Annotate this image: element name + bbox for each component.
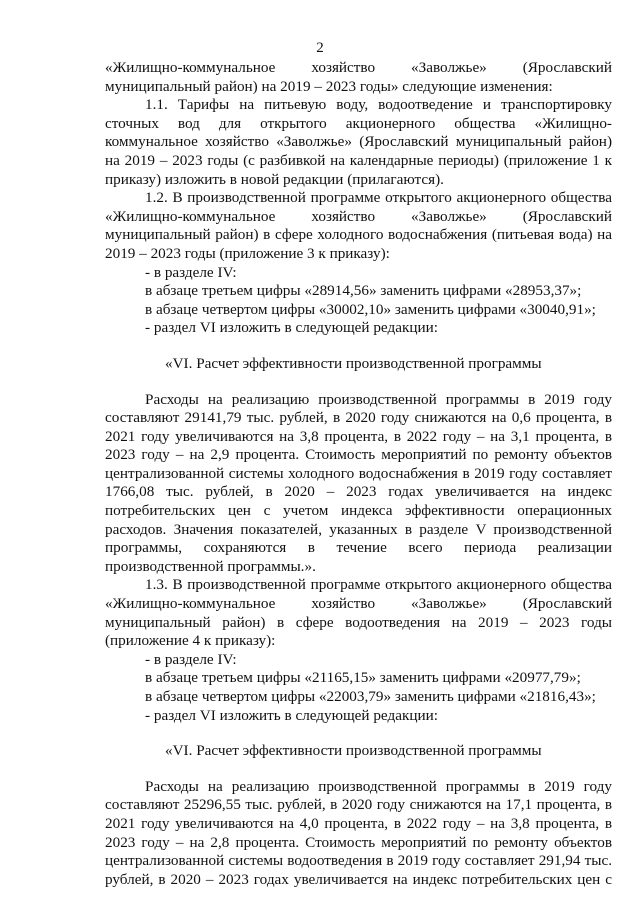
text-line: 2019 – 2023 годы (приложение 3 к приказу):: [105, 244, 390, 262]
paragraph-spacer: [105, 374, 612, 391]
text-line: - раздел VI изложить в следующей редакции:: [145, 319, 438, 337]
text-line: муниципальный район) в сфере холодного водоснабжения (питьевая вода) на: [105, 226, 612, 244]
text-line: в абзаце четвертом цифры «30002,10» заменить цифрами «30040,91»;: [145, 300, 596, 318]
text-line: «Жилищно-коммунальное хозяйство «Заволжье» (Ярославский: [105, 59, 612, 76]
text-line: - в разделе IV:: [145, 650, 237, 668]
text-line: сточных вод для открытого акционерного общества «Жилищно-: [105, 114, 612, 132]
paragraph-expenses-sewage: [105, 778, 612, 890]
text-line: централизованной системы водоотведения в 2019 году составляет 291,94 тыс.: [105, 852, 612, 870]
text-line: в абзаце третьем цифры «21165,15» заменить цифрами «20977,79»;: [145, 669, 581, 687]
text-line: муниципальный район) в сфере водоотведения на 2019 – 2023 годы: [105, 613, 612, 631]
text-line: «VI. Расчет эффективности производственной программы: [165, 742, 542, 760]
paragraph-heading-6-a: [105, 355, 612, 374]
text-line: 2021 году увеличиваются на 3,8 процента, в 2022 году – на 3,1 процента, в: [105, 427, 612, 445]
text-line: расходов. Значения показателей, указанных в разделе V производственной: [105, 520, 612, 538]
text-line: на 2019 – 2023 годы (с разбивкой на календарные периоды) (приложение 1 к: [105, 151, 612, 169]
text-line: 2021 году увеличиваются на 4,0 процента, в 2022 году – на 3,8 процента, в: [105, 814, 612, 832]
paragraph-intro: [105, 59, 612, 96]
text-line: (приложение 4 к приказу):: [105, 632, 276, 650]
paragraph-item-1-2: [105, 189, 612, 338]
text-line: Расходы на реализацию производственной программы в 2019 году: [145, 390, 612, 408]
paragraph-item-1-1: [105, 96, 612, 189]
text-line: производственной программы.».: [105, 557, 316, 575]
text-line: потребительских цен с учетом индекса эффективности операционных: [105, 502, 612, 520]
text-line: Расходы на реализацию производственной программы в 2019 году: [145, 777, 612, 795]
text-line: централизованной системы холодного водоснабжения в 2019 году составляет: [105, 464, 612, 482]
text-line: приказу) изложить в новой редакции (прилагаются).: [105, 170, 444, 188]
text-line: 1.2. В производственной программе открытого акционерного общества: [145, 189, 612, 207]
paragraph-spacer: [105, 761, 612, 778]
paragraph-item-1-3: [105, 576, 612, 725]
text-line: - в разделе IV:: [145, 263, 237, 281]
text-line: в абзаце четвертом цифры «22003,79» заменить цифрами «21816,43»;: [145, 688, 596, 705]
text-line: рублей, в 2020 – 2023 годах увеличивается на индекс потребительских цен с: [105, 870, 612, 888]
paragraph-heading-6-b: [105, 742, 612, 761]
text-line: 2023 году – на 2,8 процента. Стоимость мероприятий по ремонту объектов: [105, 833, 612, 851]
document-body: [105, 59, 612, 889]
text-line: в абзаце третьем цифры «28914,56» заменить цифрами «28953,37»;: [145, 282, 582, 300]
text-line: составляют 25296,55 тыс. рублей, в 2020 году снижаются на 17,1 процента, в: [105, 796, 612, 814]
text-line: «VI. Расчет эффективности производственной программы: [165, 354, 542, 372]
text-line: муниципальный район) на 2019 – 2023 годы» следующие изменения:: [105, 77, 553, 95]
paragraph-spacer: [105, 338, 612, 355]
paragraph-spacer: [105, 725, 612, 742]
text-line: составляют 29141,79 тыс. рублей, в 2020 году снижаются на 0,6 процента, в: [105, 409, 612, 427]
text-line: 1.3. В производственной программе открытого акционерного общества: [145, 576, 612, 594]
text-line: 1.1. Тарифы на питьевую воду, водоотведение и транспортировку: [145, 96, 612, 114]
text-line: «Жилищно-коммунальное хозяйство «Заволжье» (Ярославский: [105, 595, 612, 613]
page-number: 2: [316, 40, 324, 56]
text-line: «Жилищно-коммунальное хозяйство «Заволжье» (Ярославский: [105, 207, 612, 225]
text-line: 2023 году – на 2,9 процента. Стоимость мероприятий по ремонту объектов: [105, 446, 612, 464]
text-line: коммунальное хозяйство «Заволжье» (Ярославский муниципальный район): [105, 133, 612, 151]
text-line: 1766,08 тыс. рублей, в 2020 – 2023 годах увеличивается на индекс: [105, 483, 612, 501]
paragraph-expenses-water: [105, 391, 612, 577]
text-line: - раздел VI изложить в следующей редакции:: [145, 706, 438, 724]
text-line: программы, сохраняются в течение всего периода реализации: [105, 539, 612, 557]
